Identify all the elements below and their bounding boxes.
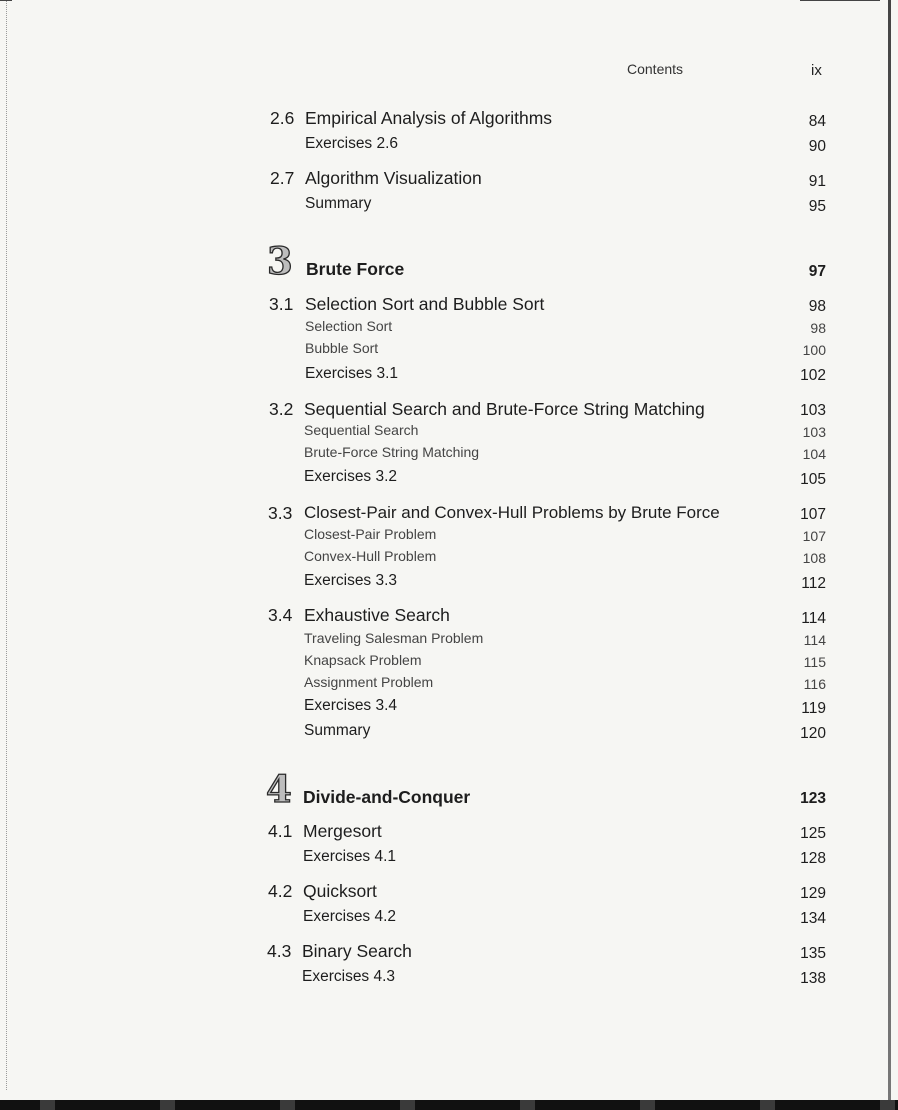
scan-top-left-rule xyxy=(0,0,12,1)
section-title: Quicksort xyxy=(303,881,377,901)
subsection-title: Sequential Search xyxy=(304,422,419,438)
exercises-page: 102 xyxy=(800,367,826,384)
section-page: 129 xyxy=(800,885,826,902)
exercises-title: Exercises 4.3 xyxy=(302,968,396,985)
scan-top-right-rule xyxy=(800,0,880,1)
summary-page: 120 xyxy=(800,725,826,742)
subsection-page: 115 xyxy=(803,654,826,670)
exercises-title: Exercises 3.3 xyxy=(304,572,398,589)
section-title: Sequential Search and Brute-Force String Matching xyxy=(304,399,705,419)
subsection-title: Brute-Force String Matching xyxy=(304,444,480,460)
section-page: 135 xyxy=(800,945,826,962)
section-number: 3.2 xyxy=(269,399,294,419)
subsection-page: 116 xyxy=(803,676,826,692)
section-number: 4.3 xyxy=(267,941,292,961)
section-title: Empirical Analysis of Algorithms xyxy=(305,108,553,128)
subsection-page: 107 xyxy=(802,528,826,544)
section-number: 3.4 xyxy=(268,605,293,625)
section-page: 107 xyxy=(800,506,826,523)
subsection-title: Closest-Pair Problem xyxy=(304,526,437,542)
section-page: 98 xyxy=(808,298,826,315)
section-number: 3.1 xyxy=(269,294,294,314)
section-number: 2.6 xyxy=(270,108,295,128)
section-title: Mergesort xyxy=(303,821,382,841)
chapter-title: Brute Force xyxy=(306,259,405,279)
section-title: Closest-Pair and Convex-Hull Problems by Brute Force xyxy=(304,503,720,522)
section-page: 114 xyxy=(801,610,826,627)
exercises-page: 138 xyxy=(800,970,826,987)
page-number: ix xyxy=(811,62,822,79)
section-title: Algorithm Visualization xyxy=(305,168,482,188)
summary-page: 95 xyxy=(808,198,826,215)
exercises-page: 128 xyxy=(800,850,826,867)
section-page: 125 xyxy=(800,825,826,842)
exercises-page: 112 xyxy=(801,575,826,592)
subsection-page: 98 xyxy=(810,320,826,336)
subsection-page: 114 xyxy=(803,632,826,648)
exercises-title: Exercises 2.6 xyxy=(305,135,399,152)
section-number: 4.1 xyxy=(268,821,293,841)
section-title: Exhaustive Search xyxy=(304,605,450,625)
running-head: Contents xyxy=(627,61,684,77)
subsection-page: 100 xyxy=(802,342,826,358)
section-page: 103 xyxy=(800,402,826,419)
subsection-title: Traveling Salesman Problem xyxy=(304,630,484,646)
exercises-page: 134 xyxy=(800,910,826,927)
chapter-page: 123 xyxy=(800,790,826,807)
exercises-title: Exercises 3.1 xyxy=(305,365,399,382)
exercises-title: Exercises 3.4 xyxy=(304,697,398,714)
subsection-page: 104 xyxy=(802,446,826,462)
chapter-numeral: 4 xyxy=(266,767,292,811)
scan-bottom-edge xyxy=(0,1100,898,1110)
subsection-title: Assignment Problem xyxy=(304,674,434,690)
exercises-title: Exercises 4.1 xyxy=(303,848,397,865)
exercises-page: 105 xyxy=(800,471,826,488)
section-page: 91 xyxy=(808,173,826,190)
subsection-page: 103 xyxy=(802,424,826,440)
section-number: 4.2 xyxy=(268,881,293,901)
exercises-title: Exercises 4.2 xyxy=(303,908,397,925)
section-page: 84 xyxy=(808,113,826,130)
subsection-page: 108 xyxy=(802,550,826,566)
section-title: Binary Search xyxy=(302,941,412,961)
exercises-title: Exercises 3.2 xyxy=(304,468,398,485)
chapter-title: Divide-and-Conquer xyxy=(303,787,471,807)
subsection-title: Convex-Hull Problem xyxy=(304,548,437,564)
subsection-title: Knapsack Problem xyxy=(304,652,422,668)
subsection-title: Selection Sort xyxy=(305,318,393,334)
summary-title: Summary xyxy=(305,195,372,212)
subsection-title: Bubble Sort xyxy=(305,340,379,356)
exercises-page: 90 xyxy=(808,138,826,155)
section-number: 2.7 xyxy=(270,168,295,188)
summary-title: Summary xyxy=(304,722,371,739)
exercises-page: 119 xyxy=(801,700,826,717)
chapter-numeral: 3 xyxy=(267,239,293,283)
scan-left-edge xyxy=(6,0,8,1090)
section-title: Selection Sort and Bubble Sort xyxy=(305,294,545,314)
section-number: 3.3 xyxy=(268,503,293,523)
scan-right-edge xyxy=(888,0,891,1100)
chapter-page: 97 xyxy=(808,263,826,280)
